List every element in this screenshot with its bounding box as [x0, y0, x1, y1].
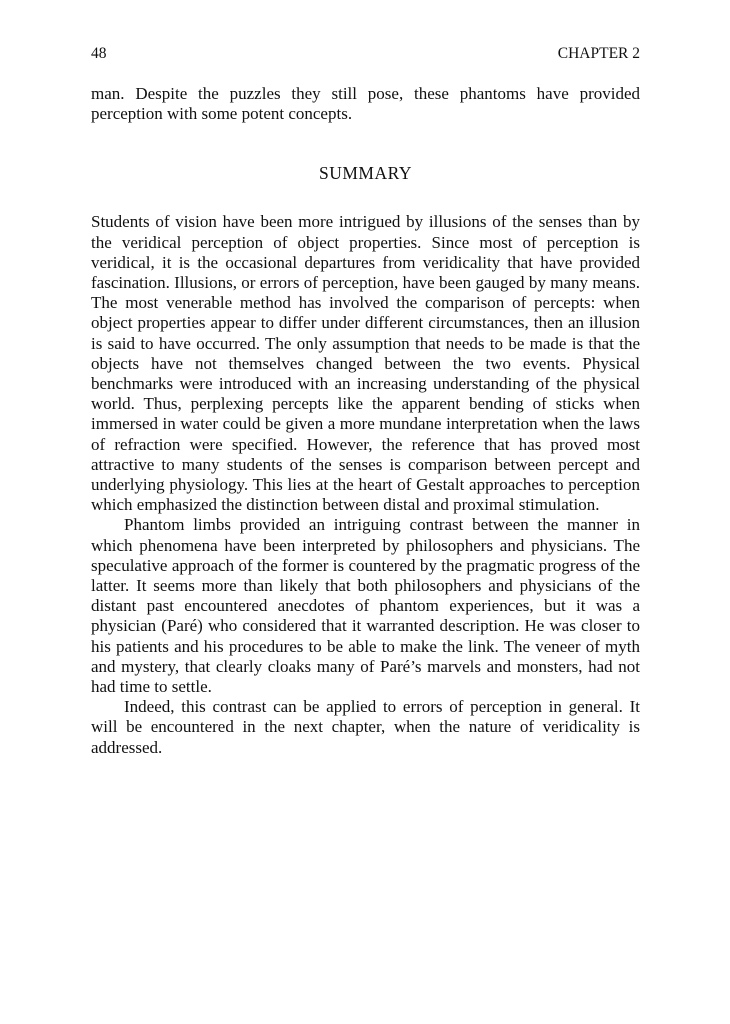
section-heading: SUMMARY [319, 163, 412, 184]
page-number: 48 [91, 45, 107, 62]
summary-paragraph-2: Phantom limbs provided an intriguing contrast between the manner in which phenomena have been interpreted by philosophers and physicians. The speculative approach of the former is countered by the pragmatic progress of the latter. It seems more than likely that both philosophers and physicians of the distant past encountered anecdotes of phantom experiences, but it was a physician (Paré) who considered that it warranted description. He was closer to his patients and his procedures to be able to make the link. The veneer of myth and mystery, that clearly cloaks many of Paré’s marvels and monsters, had not had time to settle. [91, 515, 640, 697]
running-head [91, 44, 640, 64]
chapter-label: CHAPTER 2 [557, 45, 640, 62]
summary-paragraph-1: Students of vision have been more intrigued by illusions of the senses than by the veridical perception of object properties. Since most of perception is veridical, it is the occasional departures from veridicality that have provided fascination. Illusions, or errors of perception, have been gauged by many means. The most venerable method has involved the comparison of percepts: when object properties appear to differ under different circumstances, then an illusion is said to have occurred. The only assumption that needs to be made is that the objects have not themselves changed between the two events. Physical benchmarks were introduced with an increasing understanding of the physical world. Thus, perplexing percepts like the apparent bending of sticks when immersed in water could be given a more mundane interpretation when the laws of refraction were specified. However, the reference that has proved most attractive to many students of the senses is comparison between percept and underlying physiology. This lies at the heart of Gestalt approaches to perception which emphasized the distinction between distal and proximal stimulation. [91, 212, 640, 515]
intro-paragraph: man. Despite the puzzles they still pose, these phantoms have provided perception with some potent concepts. [91, 84, 640, 124]
book-page [91, 44, 640, 758]
summary-paragraph-3: Indeed, this contrast can be applied to errors of perception in general. It will be encountered in the next chapter, when the nature of veridicality is addressed. [91, 697, 640, 757]
